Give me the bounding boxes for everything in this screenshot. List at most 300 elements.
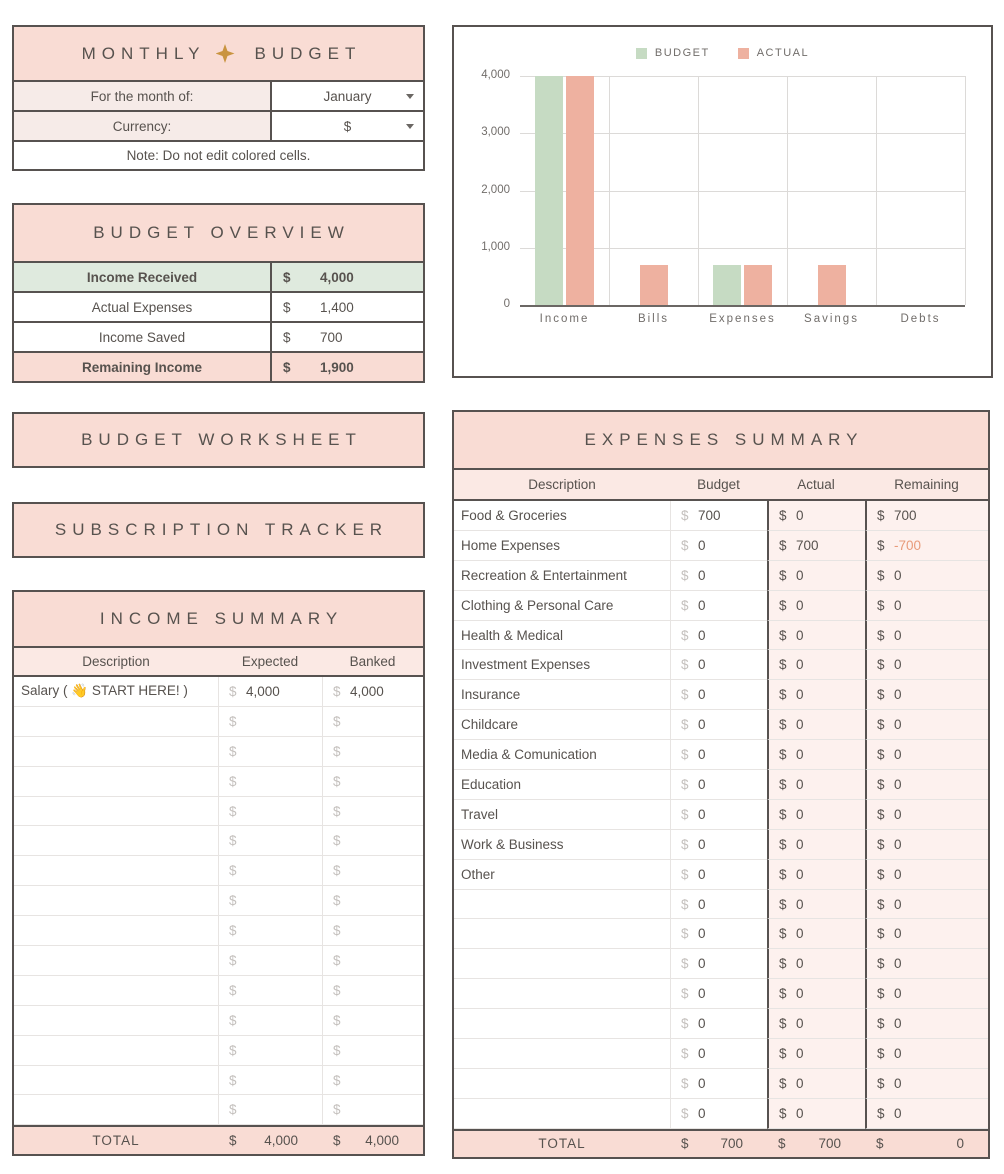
expected-cell[interactable]	[218, 677, 322, 707]
sparkle-icon	[216, 44, 235, 63]
currency-sign: $	[333, 713, 341, 729]
currency-sign: $	[779, 597, 787, 613]
description-cell[interactable]: Health & Medical	[454, 621, 670, 651]
budget-cell[interactable]	[670, 1069, 767, 1099]
description-cell[interactable]: Investment Expenses	[454, 650, 670, 680]
description-cell[interactable]	[14, 1006, 218, 1036]
expected-cell[interactable]	[218, 826, 322, 856]
overview-amount: 1,900	[320, 359, 354, 375]
expenses-total-row	[454, 1129, 988, 1157]
table-row	[454, 1039, 988, 1069]
expected-cell[interactable]	[218, 946, 322, 976]
description-cell[interactable]	[14, 856, 218, 886]
budget-value: 0	[698, 866, 706, 882]
actual-value: 0	[796, 1045, 804, 1061]
expected-cell[interactable]	[218, 856, 322, 886]
currency-sign: $	[877, 956, 885, 972]
overview-label: Income Saved	[98, 329, 186, 345]
budget-cell[interactable]	[670, 1009, 767, 1039]
description-cell[interactable]	[14, 737, 218, 767]
actual-cell	[767, 860, 865, 890]
col-banked: Banked	[349, 654, 396, 669]
description-cell[interactable]: Recreation & Entertainment	[454, 561, 670, 591]
banked-cell[interactable]	[322, 1066, 423, 1096]
expected-cell[interactable]	[218, 1036, 322, 1066]
banked-cell[interactable]	[322, 886, 423, 916]
currency-sign: $	[681, 896, 689, 912]
remaining-cell	[865, 890, 988, 920]
currency-sign: $	[229, 982, 237, 998]
remaining-value: 0	[894, 1105, 902, 1121]
legend-item-budget: BUDGET	[636, 47, 710, 59]
currency-sign: $	[681, 687, 689, 703]
table-row	[454, 501, 988, 531]
budget-cell[interactable]	[670, 740, 767, 770]
y-tick-label: 1,000	[481, 240, 510, 253]
currency-sign: $	[229, 773, 237, 789]
description-cell[interactable]: Other	[454, 860, 670, 890]
col-remaining: Remaining	[894, 477, 959, 492]
currency-sign: $	[779, 567, 787, 583]
expected-cell[interactable]	[218, 767, 322, 797]
budget-value: 0	[698, 687, 706, 703]
expected-cell[interactable]	[218, 1095, 322, 1125]
banked-value: 4,000	[350, 683, 384, 699]
currency-sign: $	[877, 806, 885, 822]
income-total-banked: $ 4,000	[333, 1133, 399, 1149]
budget-value: 0	[698, 776, 706, 792]
banked-cell[interactable]	[322, 826, 423, 856]
remaining-value: 0	[894, 627, 902, 643]
description-cell[interactable]	[14, 916, 218, 946]
note-row: Note: Do not edit colored cells.	[14, 140, 423, 169]
table-row	[14, 737, 423, 767]
table-row	[454, 979, 988, 1009]
expected-cell[interactable]	[218, 886, 322, 916]
banked-cell[interactable]	[322, 707, 423, 737]
currency-sign: $	[877, 507, 885, 523]
description-cell[interactable]: Education	[454, 770, 670, 800]
actual-cell	[767, 890, 865, 920]
expected-cell[interactable]	[218, 797, 322, 827]
description-cell[interactable]	[14, 886, 218, 916]
currency-sign: $	[778, 1136, 786, 1152]
currency-sign: $	[779, 537, 787, 553]
banked-cell[interactable]	[322, 737, 423, 767]
actual-value: 0	[796, 836, 804, 852]
table-row	[14, 767, 423, 797]
description-cell[interactable]	[454, 979, 670, 1009]
remaining-cell	[865, 591, 988, 621]
actual-value: 0	[796, 597, 804, 613]
table-row	[14, 946, 423, 976]
actual-value: 0	[796, 806, 804, 822]
legend-item-actual: ACTUAL	[738, 47, 809, 59]
remaining-value: 0	[894, 1045, 902, 1061]
chart-legend	[454, 47, 991, 59]
income-summary-colhead	[14, 646, 423, 677]
description-cell[interactable]: Home Expenses	[454, 531, 670, 561]
currency-sign: $	[779, 747, 787, 763]
description-cell[interactable]	[454, 949, 670, 979]
description-cell[interactable]	[14, 767, 218, 797]
expected-cell[interactable]	[218, 737, 322, 767]
budget-value: 0	[698, 896, 706, 912]
actual-cell	[767, 949, 865, 979]
remaining-value: 0	[894, 986, 902, 1002]
bar-group-bills	[609, 76, 698, 305]
currency-sign: $	[681, 1045, 689, 1061]
actual-value: 0	[796, 986, 804, 1002]
budget-value: 0	[698, 597, 706, 613]
currency-label: Currency:	[14, 112, 270, 140]
monthly-budget-title	[14, 27, 423, 80]
currency-sign: $	[779, 866, 787, 882]
currency-sign: $	[681, 1016, 689, 1032]
currency-sign: $	[229, 713, 237, 729]
currency-sign: $	[877, 687, 885, 703]
description-cell[interactable]	[14, 707, 218, 737]
currency-sign: $	[333, 1012, 341, 1028]
actual-cell	[767, 1069, 865, 1099]
actual-cell	[767, 710, 865, 740]
chevron-down-icon	[406, 124, 414, 129]
table-row	[454, 531, 988, 561]
currency-sign: $	[283, 329, 291, 345]
budget-cell[interactable]	[670, 830, 767, 860]
description-cell[interactable]: Insurance	[454, 680, 670, 710]
remaining-cell	[865, 1009, 988, 1039]
income-summary-title: INCOME SUMMARY	[14, 592, 423, 646]
x-axis-line	[520, 305, 965, 307]
monthly-budget-panel	[12, 25, 425, 171]
budget-value: 0	[698, 1045, 706, 1061]
currency-sign: $	[877, 1075, 885, 1091]
currency-sign: $	[877, 836, 885, 852]
expenses-total-budget: $ 700	[681, 1136, 743, 1152]
remaining-value: 0	[894, 866, 902, 882]
actual-value: 0	[796, 926, 804, 942]
description-cell[interactable]	[454, 1069, 670, 1099]
budget-cell[interactable]	[670, 531, 767, 561]
remaining-cell	[865, 501, 988, 531]
description-cell[interactable]	[14, 946, 218, 976]
table-row	[454, 860, 988, 890]
banked-cell[interactable]	[322, 1095, 423, 1125]
actual-value: 0	[796, 1105, 804, 1121]
currency-row	[14, 110, 423, 140]
budget-cell[interactable]	[670, 501, 767, 531]
actual-cell	[767, 800, 865, 830]
col-expected: Expected	[241, 654, 299, 669]
table-row	[14, 797, 423, 827]
currency-sign: $	[681, 1105, 689, 1121]
budget-cell[interactable]	[670, 860, 767, 890]
actual-cell	[767, 830, 865, 860]
budget-value: 0	[698, 1016, 706, 1032]
currency-sign: $	[779, 657, 787, 673]
description-cell[interactable]: Salary ( 👋 START HERE! )	[14, 677, 218, 707]
currency-sign: $	[333, 683, 341, 699]
table-row	[14, 856, 423, 886]
currency-sign: $	[283, 269, 291, 285]
currency-sign: $	[229, 1042, 237, 1058]
actual-bar	[818, 265, 846, 305]
description-cell[interactable]: Media & Comunication	[454, 740, 670, 770]
currency-sign: $	[877, 986, 885, 1002]
currency-sign: $	[681, 1136, 689, 1152]
currency-sign: $	[229, 803, 237, 819]
budget-cell[interactable]	[670, 979, 767, 1009]
description-cell[interactable]	[454, 919, 670, 949]
actual-value: 0	[796, 776, 804, 792]
actual-value: 0	[796, 866, 804, 882]
description-cell[interactable]: Work & Business	[454, 830, 670, 860]
remaining-cell	[865, 680, 988, 710]
currency-sign: $	[333, 1102, 341, 1118]
remaining-value: 0	[894, 926, 902, 942]
budget-cell[interactable]	[670, 561, 767, 591]
currency-sign: $	[681, 776, 689, 792]
expected-cell[interactable]	[218, 916, 322, 946]
remaining-value: 0	[894, 1075, 902, 1091]
currency-sign: $	[333, 1042, 341, 1058]
remaining-value: 0	[894, 567, 902, 583]
overview-amount: 1,400	[320, 299, 354, 315]
expected-cell[interactable]	[218, 1006, 322, 1036]
banked-cell[interactable]	[322, 916, 423, 946]
budget-value: 0	[698, 1075, 706, 1091]
expected-cell[interactable]	[218, 707, 322, 737]
table-row	[454, 890, 988, 920]
banked-cell[interactable]	[322, 677, 423, 707]
currency-sign: $	[877, 597, 885, 613]
table-row	[454, 800, 988, 830]
description-cell[interactable]: Food & Groceries	[454, 501, 670, 531]
remaining-value: 0	[894, 806, 902, 822]
currency-sign: $	[877, 1016, 885, 1032]
currency-sign: $	[877, 627, 885, 643]
currency-sign: $	[229, 863, 237, 879]
budget-cell[interactable]	[670, 770, 767, 800]
banked-cell[interactable]	[322, 946, 423, 976]
budget-overview-title: BUDGET OVERVIEW	[14, 205, 423, 261]
budget-value: 0	[698, 806, 706, 822]
actual-bar	[566, 76, 594, 305]
currency-sign: $	[877, 567, 885, 583]
description-cell[interactable]: Clothing & Personal Care	[454, 591, 670, 621]
currency-sign: $	[283, 299, 291, 315]
table-row	[14, 707, 423, 737]
remaining-cell	[865, 650, 988, 680]
currency-sign: $	[229, 833, 237, 849]
budget-cell[interactable]	[670, 1039, 767, 1069]
description-cell[interactable]	[14, 1095, 218, 1125]
actual-cell	[767, 770, 865, 800]
remaining-cell	[865, 800, 988, 830]
x-category-label: Income	[539, 313, 590, 325]
x-category-label: Savings	[804, 313, 859, 325]
remaining-value: 0	[894, 597, 902, 613]
description-cell[interactable]	[14, 797, 218, 827]
overview-label: Remaining Income	[81, 359, 203, 375]
currency-sign: $	[779, 1016, 787, 1032]
currency-sign: $	[877, 717, 885, 733]
budget-cell[interactable]	[670, 621, 767, 651]
banked-cell[interactable]	[322, 797, 423, 827]
actual-cell	[767, 650, 865, 680]
actual-bar	[640, 265, 668, 305]
remaining-value: 0	[894, 657, 902, 673]
currency-sign: $	[877, 1105, 885, 1121]
currency-sign: $	[681, 717, 689, 733]
budget-value: 0	[698, 657, 706, 673]
actual-bar	[744, 265, 772, 305]
month-label: For the month of:	[14, 82, 270, 110]
x-category-label: Debts	[900, 313, 941, 325]
banked-cell[interactable]	[322, 1036, 423, 1066]
overview-row	[14, 291, 423, 321]
actual-cell	[767, 591, 865, 621]
y-tick-label: 4,000	[481, 69, 510, 81]
remaining-cell	[865, 710, 988, 740]
income-total-row	[14, 1125, 423, 1154]
currency-sign: $	[681, 836, 689, 852]
budget-cell[interactable]	[670, 710, 767, 740]
income-summary-panel	[12, 590, 425, 1156]
description-cell[interactable]: Travel	[454, 800, 670, 830]
currency-sign: $	[333, 1072, 341, 1088]
budget-value: 0	[698, 627, 706, 643]
month-dropdown[interactable]	[270, 82, 423, 110]
currency-sign: $	[229, 683, 237, 699]
budget-value: 0	[698, 836, 706, 852]
remaining-cell	[865, 919, 988, 949]
budget-worksheet-link[interactable]: BUDGET WORKSHEET	[12, 412, 425, 468]
bar-group-savings	[787, 76, 876, 305]
budget-cell[interactable]	[670, 949, 767, 979]
remaining-value: 0	[894, 747, 902, 763]
description-cell[interactable]: Childcare	[454, 710, 670, 740]
remaining-cell	[865, 1039, 988, 1069]
budget-cell[interactable]	[670, 650, 767, 680]
table-row	[454, 710, 988, 740]
description-cell[interactable]	[454, 1099, 670, 1129]
expenses-total-label: TOTAL	[538, 1136, 586, 1152]
col-actual: Actual	[797, 477, 835, 492]
actual-cell	[767, 919, 865, 949]
currency-sign: $	[681, 747, 689, 763]
col-description: Description	[82, 654, 150, 669]
currency-sign: $	[779, 926, 787, 942]
remaining-value: 0	[894, 776, 902, 792]
remaining-value: 0	[894, 687, 902, 703]
expected-cell[interactable]	[218, 976, 322, 1006]
currency-sign: $	[681, 926, 689, 942]
budget-cell[interactable]	[670, 1099, 767, 1129]
currency-sign: $	[779, 1105, 787, 1121]
remaining-cell	[865, 1069, 988, 1099]
budget-vs-actual-chart	[452, 25, 993, 378]
table-row	[454, 919, 988, 949]
currency-sign: $	[229, 893, 237, 909]
actual-value: 0	[796, 627, 804, 643]
overview-row	[14, 351, 423, 381]
actual-cell	[767, 979, 865, 1009]
banked-cell[interactable]	[322, 767, 423, 797]
currency-sign: $	[681, 866, 689, 882]
description-cell[interactable]	[14, 826, 218, 856]
description-cell[interactable]	[14, 1036, 218, 1066]
budget-value: 0	[698, 747, 706, 763]
description-cell[interactable]	[454, 1039, 670, 1069]
remaining-cell	[865, 770, 988, 800]
currency-sign: $	[877, 657, 885, 673]
description-cell[interactable]	[454, 890, 670, 920]
remaining-cell	[865, 830, 988, 860]
budget-swatch-icon	[636, 48, 647, 59]
remaining-value: 0	[894, 1016, 902, 1032]
budget-cell[interactable]	[670, 680, 767, 710]
currency-sign: $	[681, 507, 689, 523]
bar-group-income	[520, 76, 609, 305]
actual-value: 0	[796, 507, 804, 523]
description-cell[interactable]	[14, 976, 218, 1006]
description-cell[interactable]	[454, 1009, 670, 1039]
currency-sign: $	[229, 1133, 237, 1149]
budget-cell[interactable]	[670, 800, 767, 830]
y-tick-label: 3,000	[481, 126, 510, 139]
actual-value: 0	[796, 717, 804, 733]
table-row	[454, 1099, 988, 1129]
currency-sign: $	[877, 866, 885, 882]
table-row	[14, 1095, 423, 1125]
currency-sign: $	[681, 806, 689, 822]
currency-sign: $	[779, 956, 787, 972]
expected-cell[interactable]	[218, 1066, 322, 1096]
currency-sign: $	[681, 956, 689, 972]
subscription-tracker-link[interactable]: SUBSCRIPTION TRACKER	[12, 502, 425, 558]
overview-amount: 4,000	[320, 269, 354, 285]
currency-sign: $	[333, 982, 341, 998]
remaining-value: 0	[894, 896, 902, 912]
banked-cell[interactable]	[322, 856, 423, 886]
budget-value: 0	[698, 986, 706, 1002]
description-cell[interactable]	[14, 1066, 218, 1096]
currency-sign: $	[229, 1072, 237, 1088]
currency-sign: $	[681, 627, 689, 643]
currency-dropdown[interactable]	[270, 112, 423, 140]
currency-value: $	[343, 118, 352, 134]
x-category-label: Expenses	[709, 313, 776, 325]
actual-value: 0	[796, 1016, 804, 1032]
banked-cell[interactable]	[322, 1006, 423, 1036]
table-row	[14, 1066, 423, 1096]
currency-sign: $	[779, 1045, 787, 1061]
banked-cell[interactable]	[322, 976, 423, 1006]
currency-sign: $	[779, 806, 787, 822]
currency-sign: $	[779, 1075, 787, 1091]
budget-bar	[713, 265, 741, 305]
budget-cell[interactable]	[670, 591, 767, 621]
budget-cell[interactable]	[670, 919, 767, 949]
currency-sign: $	[876, 1136, 884, 1152]
month-row	[14, 80, 423, 110]
table-row	[454, 770, 988, 800]
budget-cell[interactable]	[670, 890, 767, 920]
table-row	[14, 1036, 423, 1066]
table-row	[14, 826, 423, 856]
